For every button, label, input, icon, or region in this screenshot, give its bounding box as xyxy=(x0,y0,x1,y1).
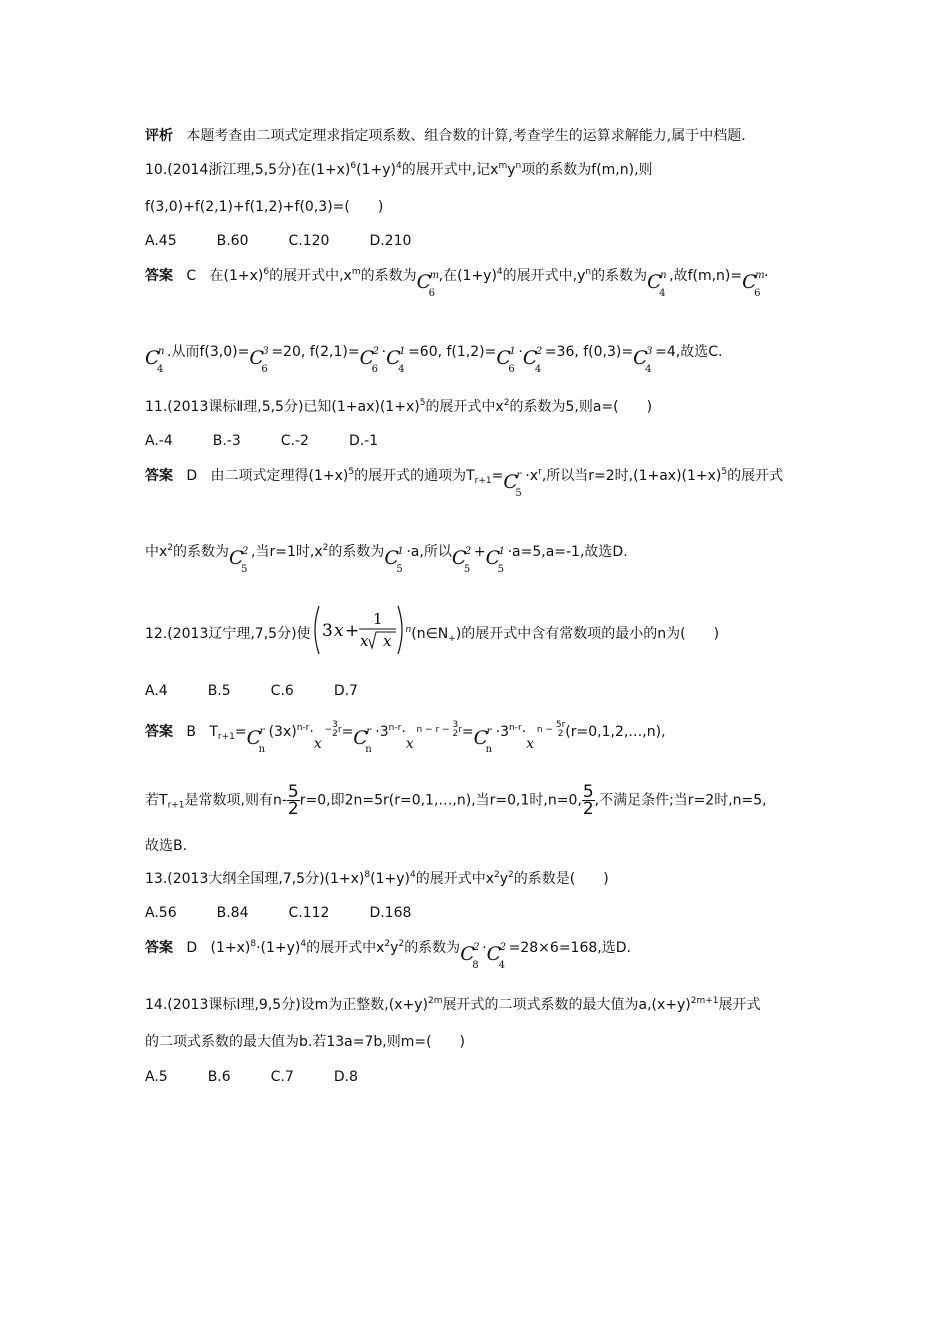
analysis-line xyxy=(145,126,746,146)
q12-formula xyxy=(311,612,406,656)
svg-text:3: 3 xyxy=(321,621,333,641)
svg-text:+: + xyxy=(344,621,359,641)
svg-text:x: x xyxy=(333,621,344,641)
q11-answer-line2: 中$x^2$的系数为C 2 5 ,当r=1时$,x^2$的系数为C 1 5 ·a,所以C 2 5 +C 1 5 ·a=5,a=-1,故选D. xyxy=(145,543,628,575)
q14-options: A.5 B.6 C.7 D.8 xyxy=(145,1069,358,1085)
q12-answer-line2: 若$T_{r+1}$是常数项,则有n- $\frac{5}{2}$ r=0,即2n=5r(r=0,1,…,n),当r=0,1时,n=0, $\frac{5}{2}$ ,不满足条件;当r=2时,n=5, xyxy=(145,782,767,819)
svg-text:x: x xyxy=(382,632,392,650)
q12-answer-line3: 故选B. xyxy=(145,838,188,854)
analysis-label: 评析 xyxy=(145,128,173,144)
answer-label: 答案 xyxy=(145,268,173,284)
q14-stem-line2: 的二项式系数的最大值为b.若13a=7b,则m=( ) xyxy=(145,1034,465,1050)
q12-answer: 答案 B $T_{r+1}=C$ r n $(3x)^{n-r}\cdot x$ $^{-3 2r}$=C r n $\cdot 3^{n-r}\cdot x$ $^{n - r - 3 2r}$=C r n $\cdot 3^{n-r}\cdot x$ $^{n - 5r 2}$ (r=0,1,2,…,n), xyxy=(145,719,666,755)
q12-options: A.4 B.5 C.6 D.7 xyxy=(145,683,358,699)
svg-text:1: 1 xyxy=(372,610,383,628)
q10-options xyxy=(145,231,451,251)
q11-stem: 11.(2013课标Ⅱ理,5,5分)已知$(1+ax)(1+x)^5$的展开式中$x^2$的系数为5,则a=( ) xyxy=(145,398,653,415)
svg-text:x: x xyxy=(359,632,369,650)
comb-6-m: C m 6 xyxy=(742,270,765,299)
q11-options: A.-4 B.-3 C.-2 D.-1 xyxy=(145,433,379,449)
analysis-text: 本题考查由二项式定理求指定项系数、组合数的计算,考查学生的运算求解能力,属于中档题. xyxy=(186,128,746,144)
q13-options: A.56 B.84 C.112 D.168 xyxy=(145,905,412,921)
q10-stem: 10.(2014浙江理,5,5分)在$(1+x)^6(1+y)^4$的展开式中,记$x^my^n$项的系数为f(m,n),则 xyxy=(145,161,653,178)
q10-stem-line2: f(3,0)+f(2,1)+f(1,2)+f(0,3)=( ) xyxy=(145,199,384,215)
q13-stem: 13.(2013大纲全国理,7,5分)$(1+x)^8(1+y)^4$的展开式中$x^2y^2$的系数是( ) xyxy=(145,870,609,887)
q10-answer: 答案 C 在$(1+x)^6$的展开式中$,x^m$的系数为C m 6 ,在$(1+y)^4$的展开式中$,y^n$的系数为C n 4 ,故f(m,n)=C m 6 · xyxy=(145,267,769,299)
comb-4-n: C n 4 xyxy=(647,270,667,299)
q10-option-d: D.210 xyxy=(369,233,412,249)
q11-answer: 答案 D 由二项式定理得$(1+x)^5$的展开式的通项为$T_{r+1}=C$ r 5 $\cdot x^r$,所以当r=2时$,(1+ax)(1+x)^5$的展开式 xyxy=(145,467,784,499)
q14-stem: 14.(2013课标Ⅰ理,9,5分)设m为正整数$,(x+y)^{2m}$展开式的二项式系数的最大值为$a,(x+y)^{2m+1}$展开式 xyxy=(145,996,761,1013)
answer-choice: C xyxy=(186,268,197,284)
q13-answer: 答案 D $(1+x)^8\cdot(1+y)^4$的展开式中$x^2y^2$的系数为C 2 8 ·C 2 4 =28×6=168,选D. xyxy=(145,939,631,971)
q12-stem: 12.(2013辽宁理,7,5分)使 3 x + 1 x x $^n(n\in N_+)$的展开式中含有常数项的最小的n为( ) xyxy=(145,612,719,656)
q10-answer-line2: C n 4 .从而f(3,0)=C 3 6 =20, f(2,1)=C 2 6 ·C 1 4 =60, f(1,2)=C 1 6 ·C 2 4 =36, f(0,3)=C 3 4 =4,故选C. xyxy=(145,344,723,375)
q10-option-c: C.120 xyxy=(288,233,330,249)
q10-option-a: A.45 xyxy=(145,233,177,249)
q10-option-b: B.60 xyxy=(216,233,249,249)
comb-6-m: C m 6 xyxy=(416,270,440,299)
